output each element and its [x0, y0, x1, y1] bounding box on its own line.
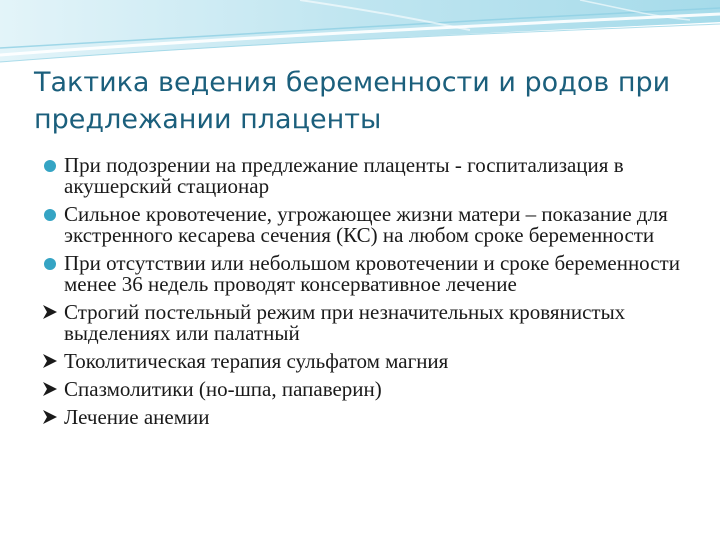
list-item: [42, 351, 692, 372]
arrow-bullet-icon: [42, 353, 58, 369]
list-item-text: Строгий постельный режим при незначительных кровянистых выделениях или палатный: [64, 300, 626, 345]
list-item-text: Лечение анемии: [64, 405, 210, 429]
list-item-text: Токолитическая терапия сульфатом магния: [64, 349, 449, 373]
list-item-text: Сильное кровотечение, угрожающее жизни матери – показание для экстренного кесарева сечения (КС) на любом сроке беременности: [64, 202, 668, 247]
list-item: [42, 155, 692, 197]
list-item: [42, 204, 692, 246]
list-item-text: При подозрении на предлежание плаценты - госпитализация в акушерский стационар: [64, 153, 624, 198]
list-item: [42, 253, 692, 295]
arrow-bullet-icon: [42, 409, 58, 425]
list-item-text: При отсутствии или небольшом кровотечении и сроке беременности менее 36 недель проводят консервативное лечение: [64, 251, 680, 296]
bullet-dot-icon: [44, 258, 56, 270]
list-item: [42, 379, 692, 400]
arrow-bullet-icon: [42, 304, 58, 320]
list-item: [42, 302, 692, 344]
list-item: [42, 407, 692, 428]
list-item-text: Спазмолитики (но-шпа, папаверин): [64, 377, 382, 401]
bullet-dot-icon: [44, 209, 56, 221]
arrow-bullet-icon: [42, 381, 58, 397]
slide-title: Тактика ведения беременности и родов при предлежании плаценты: [34, 67, 671, 135]
bullet-list: [42, 155, 692, 435]
bullet-dot-icon: [44, 160, 56, 172]
